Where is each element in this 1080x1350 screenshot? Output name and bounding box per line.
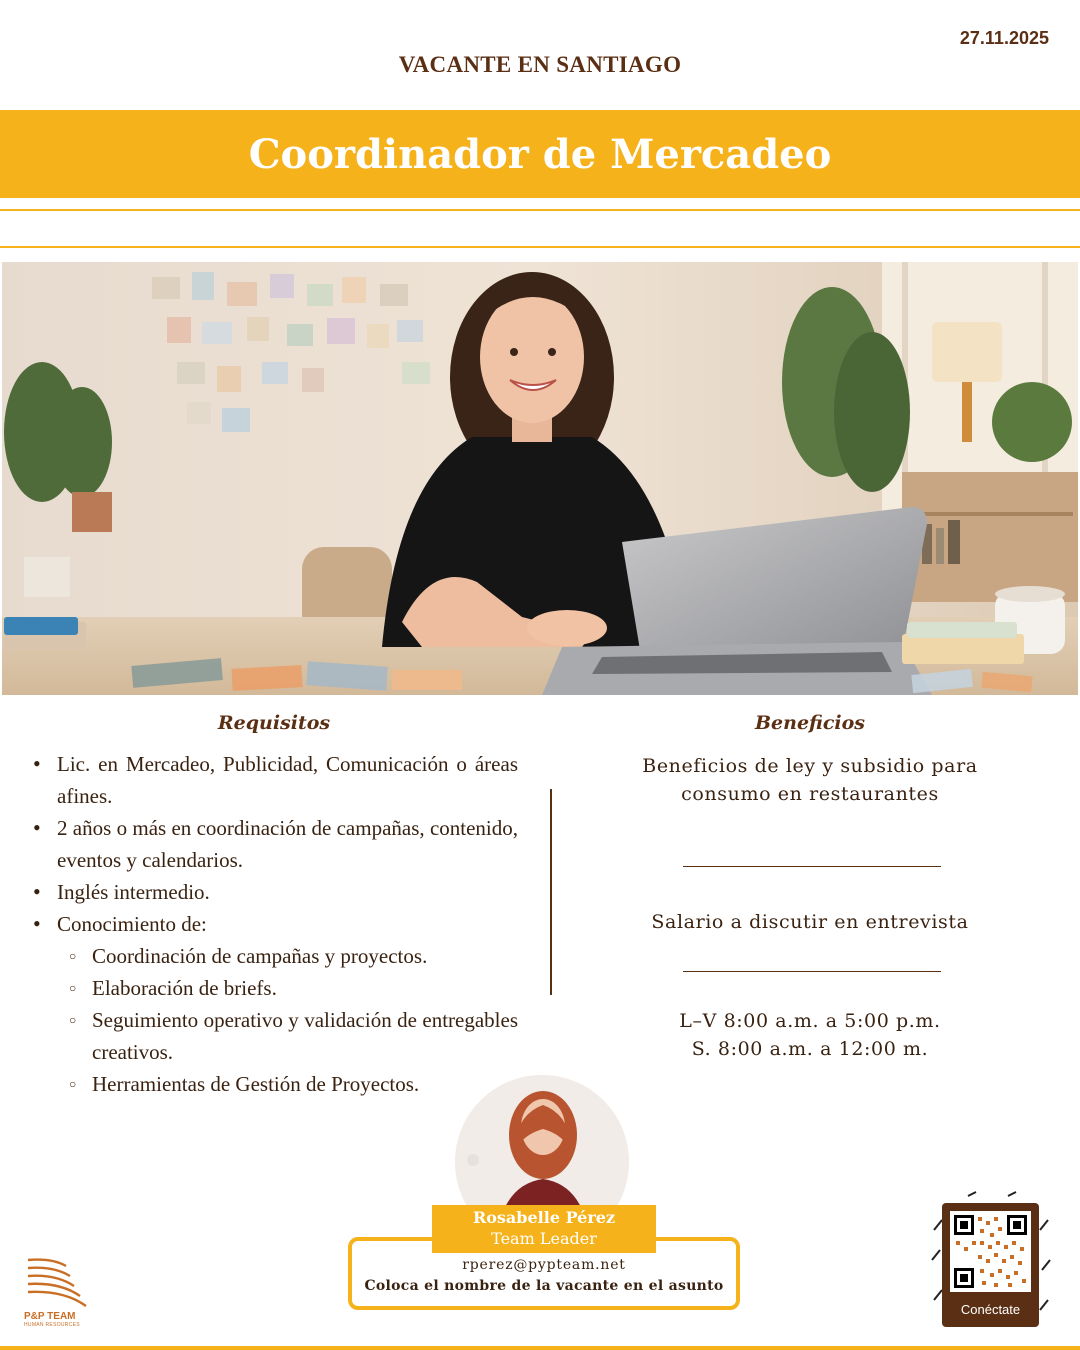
sub-list-item: ○ Herramientas de Gestión de Proyectos.: [65, 1068, 518, 1100]
date: 27.11.2025: [959, 28, 1049, 48]
list-item: • Inglés intermedio.: [30, 876, 518, 908]
title-banner: [0, 110, 1080, 198]
salary-text: Salario a discutir en entrevista: [651, 911, 969, 933]
sub-list-item: ○ Coordinación de campañas y proyectos.: [65, 940, 518, 972]
sub-list-item: ○ Elaboración de briefs.: [65, 972, 518, 1004]
hero-photo: [2, 262, 1078, 695]
list-item: [30, 908, 518, 1100]
divider-rule: [0, 246, 1080, 248]
list-item: • 2 años o más en coordinación de campañas, contenido, eventos y calendarios.: [30, 812, 518, 876]
qr-card[interactable]: [942, 1203, 1039, 1327]
hero-illustration: [2, 262, 1078, 695]
benefits-separator: [683, 866, 941, 867]
qr-label: Conéctate: [960, 1302, 1021, 1317]
knowledge-sublist: [57, 940, 518, 1100]
logo-name: P&P TEAM: [24, 1311, 76, 1322]
benefits-text: Beneficios de ley y subsidio para consumo en restaurantes: [642, 755, 978, 805]
location-heading: VACANTE EN SANTIAGO: [398, 52, 682, 77]
job-title: Coordinador de Mercadeo: [248, 130, 832, 178]
subject-note: Coloca el nombre de la vacante en el asunto: [364, 1278, 724, 1294]
logo-subtitle: HUMAN RESOURCES: [24, 1322, 80, 1328]
list-item: • Lic. en Mercadeo, Publicidad, Comunicación o áreas afines.: [30, 748, 518, 812]
contact-name: Rosabelle Pérez: [472, 1208, 616, 1227]
name-tag: [432, 1205, 656, 1253]
schedule-saturday: S. 8:00 a.m. a 12:00 m.: [691, 1038, 929, 1060]
qr-code-icon[interactable]: [950, 1211, 1031, 1292]
column-divider: [550, 789, 552, 995]
contact-role: Team Leader: [491, 1229, 597, 1248]
requirements-list: [30, 748, 518, 1100]
benefits-separator: [683, 971, 941, 972]
contact-email[interactable]: rperez@pypteam.net: [462, 1257, 626, 1273]
list-item-label: Conocimiento de:: [57, 912, 207, 936]
requirements-heading: Requisitos: [217, 712, 331, 734]
schedule-weekdays: L–V 8:00 a.m. a 5:00 p.m.: [679, 1010, 941, 1032]
benefits-heading: Beneficios: [754, 712, 866, 734]
divider-rule: [0, 209, 1080, 211]
sub-list-item: ○ Seguimiento operativo y validación de entregables creativos.: [65, 1004, 518, 1068]
bottom-rule: [0, 1346, 1080, 1350]
